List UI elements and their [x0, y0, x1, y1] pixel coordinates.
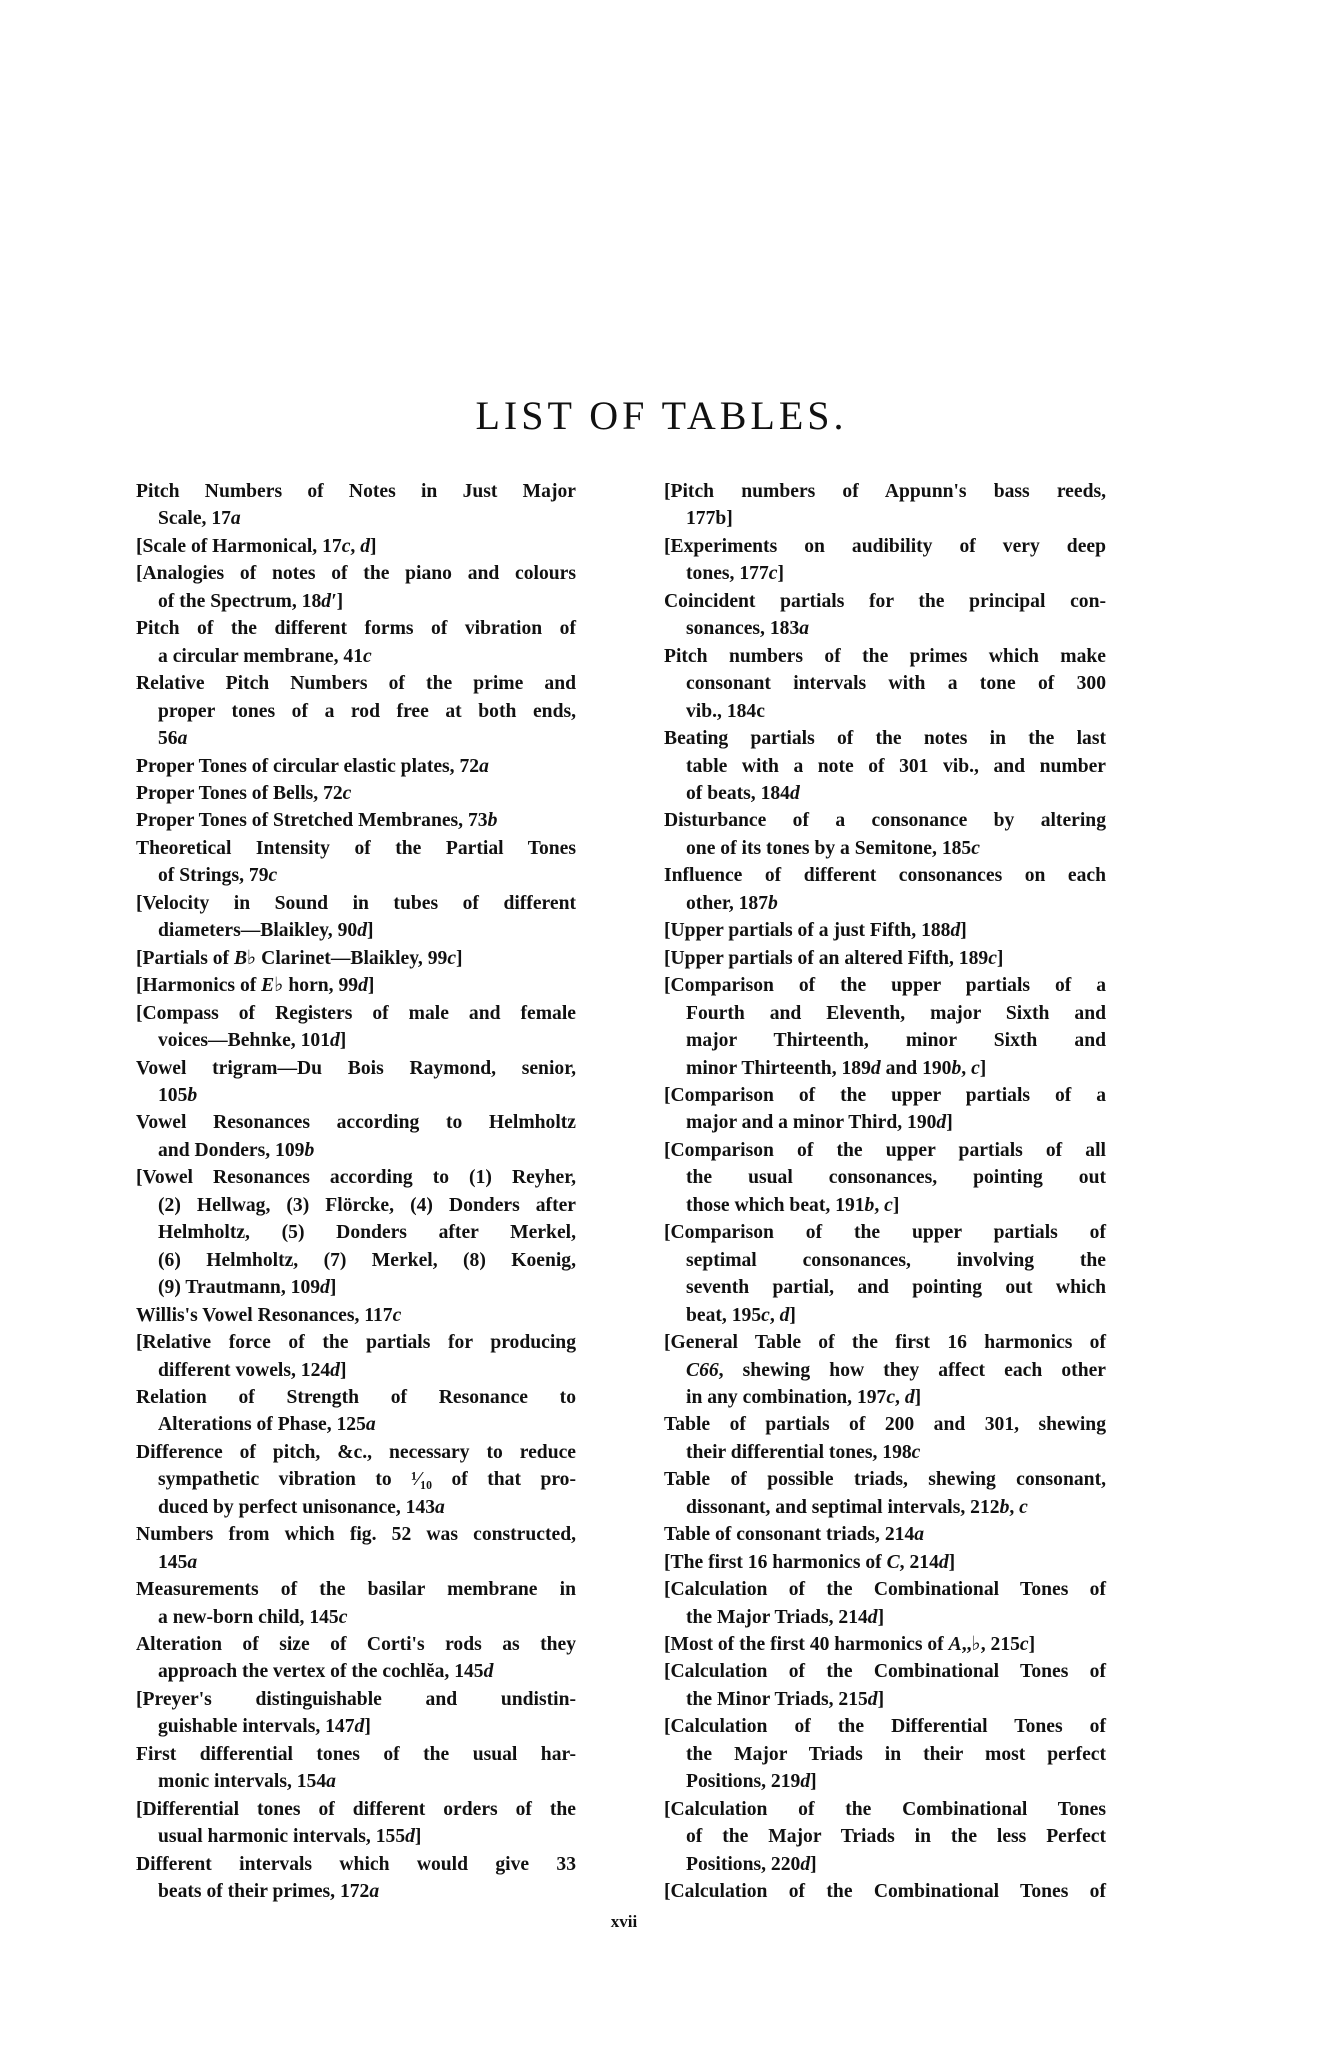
table-list-entry — [136, 533, 576, 560]
entry-line: septimal consonances, involving the — [686, 1249, 1106, 1271]
entry-line: of beats, 184d — [686, 782, 800, 804]
table-list-entry — [664, 1411, 1106, 1466]
table-list-entry — [664, 533, 1106, 588]
entry-line: [Harmonics of E♭ horn, 99d] — [136, 975, 375, 997]
entry-line: those which beat, 191b, c] — [686, 1194, 900, 1216]
table-list-entry — [664, 1082, 1106, 1137]
entry-line: [Calculation of the Combinational Tones of — [664, 1881, 1106, 1903]
entry-line: [Calculation of the Differential Tones of — [664, 1716, 1106, 1738]
table-list-entry — [664, 1521, 1106, 1548]
entry-line: tones, 177c] — [686, 563, 784, 585]
entry-line: Pitch of the different forms of vibration of — [136, 618, 576, 640]
entry-line: [Scale of Harmonical, 17c, d] — [136, 535, 377, 557]
entry-line: different vowels, 124d] — [158, 1359, 347, 1381]
entry-line: Different intervals which would give 33 — [136, 1853, 576, 1875]
entry-line: [Comparison of the upper partials of — [664, 1222, 1106, 1244]
entry-line: of the Major Triads in the less Perfect — [686, 1826, 1106, 1848]
entry-line: Willis's Vowel Resonances, 117c — [136, 1304, 402, 1326]
table-list-entry — [136, 835, 576, 890]
table-list-entry — [136, 753, 576, 780]
entry-line: dissonant, and septimal intervals, 212b, c — [686, 1496, 1028, 1518]
entry-line: [Vowel Resonances according to (1) Reyher, — [136, 1167, 576, 1189]
table-list-entry — [136, 1329, 576, 1384]
entry-line: [Experiments on audibility of very deep — [664, 535, 1106, 557]
entry-line: seventh partial, and pointing out which — [686, 1277, 1106, 1299]
table-list-entry — [136, 478, 576, 533]
entry-line: 56a — [158, 728, 188, 750]
entry-line: Coincident partials for the principal con- — [664, 590, 1106, 612]
entry-line: of Strings, 79c — [158, 865, 278, 887]
table-list-entry — [664, 862, 1106, 917]
entry-line: guishable intervals, 147d] — [158, 1716, 371, 1738]
entry-line: Vowel trigram—Du Bois Raymond, senior, — [136, 1057, 576, 1079]
entry-line: other, 187b — [686, 892, 778, 914]
table-list-entry — [136, 670, 576, 752]
entry-line: [Calculation of the Combinational Tones — [664, 1798, 1106, 1820]
entry-line: [Partials of B♭ Clarinet—Blaikley, 99c] — [136, 947, 463, 969]
entry-line: major Thirteenth, minor Sixth and — [686, 1030, 1106, 1052]
entry-line: beat, 195c, d] — [686, 1304, 796, 1326]
table-list-entry — [664, 1658, 1106, 1713]
entry-line: [Analogies of notes of the piano and colours — [136, 563, 576, 585]
entry-line: diameters—Blaikley, 90d] — [158, 920, 374, 942]
table-list-entry — [136, 1521, 576, 1576]
table-list-entry — [664, 478, 1106, 533]
entry-line: beats of their primes, 172a — [158, 1881, 380, 1903]
entry-line: Table of partials of 200 and 301, shewing — [664, 1414, 1106, 1436]
page-number: xvii — [610, 1912, 638, 1931]
entry-line: Alteration of size of Corti's rods as they — [136, 1634, 576, 1656]
entry-line: monic intervals, 154a — [158, 1771, 336, 1793]
table-list-entry — [136, 1000, 576, 1055]
entry-line: a circular membrane, 41c — [158, 645, 372, 667]
entry-line: a new-born child, 145c — [158, 1606, 348, 1628]
table-list-entry — [136, 890, 576, 945]
table-list-entry — [136, 1576, 576, 1631]
table-list-entry — [136, 1631, 576, 1686]
entry-line: (9) Trautmann, 109d] — [158, 1277, 337, 1299]
entry-line: and Donders, 109b — [158, 1139, 315, 1161]
table-list-entry — [136, 560, 576, 615]
table-list-entry — [664, 945, 1106, 972]
table-list-entry — [664, 1796, 1106, 1878]
entry-line: (2) Hellwag, (3) Flörcke, (4) Donders after — [158, 1194, 576, 1216]
entry-line: consonant intervals with a tone of 300 — [686, 673, 1106, 695]
table-list-entry — [664, 1713, 1106, 1795]
entry-line: the Major Triads, 214d] — [686, 1606, 885, 1628]
table-list-entry — [664, 1137, 1106, 1219]
entry-line: usual harmonic intervals, 155d] — [158, 1826, 422, 1848]
table-list-entry — [664, 643, 1106, 725]
entry-line: [Most of the first 40 harmonics of A,,♭, 215c] — [664, 1634, 1036, 1656]
entry-line: [The first 16 harmonics of C, 214d] — [664, 1551, 956, 1573]
entry-line: Influence of different consonances on each — [664, 865, 1106, 887]
entry-line: Difference of pitch, &c., necessary to reduce — [136, 1441, 576, 1463]
entry-line: 105b — [158, 1084, 198, 1106]
entry-line: Measurements of the basilar membrane in — [136, 1579, 576, 1601]
entry-line: [Comparison of the upper partials of a — [664, 1084, 1106, 1106]
entry-line: Theoretical Intensity of the Partial Tones — [136, 837, 576, 859]
entry-line: [Comparison of the upper partials of a — [664, 975, 1106, 997]
entry-line: (6) Helmholtz, (7) Merkel, (8) Koenig, — [158, 1249, 576, 1271]
table-list-entry — [136, 807, 576, 834]
entry-line: Relative Pitch Numbers of the prime and — [136, 673, 576, 695]
entry-line: one of its tones by a Semitone, 185c — [686, 837, 980, 859]
entry-line: 177b] — [686, 508, 733, 530]
entry-line: minor Thirteenth, 189d and 190b, c] — [686, 1057, 987, 1079]
entry-line: [Velocity in Sound in tubes of different — [136, 892, 576, 914]
table-list-entry — [136, 615, 576, 670]
table-list-entry — [664, 725, 1106, 807]
entry-line: First differential tones of the usual har- — [136, 1743, 576, 1765]
entry-line: Positions, 220d] — [686, 1853, 817, 1875]
entry-line: [Comparison of the upper partials of all — [664, 1139, 1106, 1161]
table-list-entry — [136, 1055, 576, 1110]
entry-line: [Upper partials of an altered Fifth, 189c] — [664, 947, 1004, 969]
entry-line: Proper Tones of circular elastic plates, 72a — [136, 755, 489, 777]
entry-line: [Compass of Registers of male and female — [136, 1002, 576, 1024]
entry-line: [Relative force of the partials for producing — [136, 1332, 576, 1354]
table-list-entry — [664, 1631, 1106, 1658]
table-list-entry — [664, 1329, 1106, 1411]
entry-line: Relation of Strength of Resonance to — [136, 1386, 576, 1408]
entry-line: Table of consonant triads, 214a — [664, 1524, 925, 1546]
entry-line: Disturbance of a consonance by altering — [664, 810, 1106, 832]
entry-line: [Preyer's distinguishable and undistin- — [136, 1688, 576, 1710]
table-list-entry — [136, 1164, 576, 1301]
entry-line: Scale, 17a — [158, 508, 241, 530]
entry-line: Proper Tones of Stretched Membranes, 73b — [136, 810, 498, 832]
entry-line: 145a — [158, 1551, 198, 1573]
right-column — [664, 478, 1106, 1906]
entry-line: Pitch numbers of the primes which make — [664, 645, 1106, 667]
entry-line: Vowel Resonances according to Helmholtz — [136, 1112, 576, 1134]
entry-line: of the Spectrum, 18d′] — [158, 590, 344, 612]
left-column — [136, 478, 576, 1906]
table-list-entry — [136, 972, 576, 999]
entry-line: Fourth and Eleventh, major Sixth and — [686, 1002, 1106, 1024]
table-list-entry — [136, 945, 576, 972]
table-list-entry — [664, 972, 1106, 1082]
entry-line: [Calculation of the Combinational Tones of — [664, 1579, 1106, 1601]
entry-line: Table of possible triads, shewing consonant, — [664, 1469, 1106, 1491]
entry-line: [General Table of the first 16 harmonics of — [664, 1332, 1106, 1354]
entry-line: Numbers from which fig. 52 was constructed, — [136, 1524, 576, 1546]
table-list-entry — [664, 1576, 1106, 1631]
entry-line: vib., 184c — [686, 700, 765, 722]
table-list-entry — [136, 1796, 576, 1851]
entry-line: [Calculation of the Combinational Tones of — [664, 1661, 1106, 1683]
entry-line: C66, shewing how they affect each other — [686, 1359, 1106, 1381]
table-list-entry — [664, 1219, 1106, 1329]
entry-line: the Minor Triads, 215d] — [686, 1688, 885, 1710]
table-list-entry — [664, 1466, 1106, 1521]
table-list-entry — [664, 807, 1106, 862]
entry-line: Beating partials of the notes in the last — [664, 728, 1106, 750]
entry-line: sonances, 183a — [686, 618, 810, 640]
table-list-entry — [136, 1384, 576, 1439]
entry-line: Pitch Numbers of Notes in Just Major — [136, 481, 576, 502]
entry-line: Positions, 219d] — [686, 1771, 817, 1793]
entry-line: Alterations of Phase, 125a — [158, 1414, 376, 1436]
entry-line: [Upper partials of a just Fifth, 188d] — [664, 920, 967, 942]
entry-line: in any combination, 197c, d] — [686, 1386, 922, 1408]
entry-line: their differential tones, 198c — [686, 1441, 921, 1463]
table-list-entry — [664, 1878, 1106, 1905]
entry-line: [Differential tones of different orders of the — [136, 1798, 576, 1820]
entry-line: proper tones of a rod free at both ends, — [158, 700, 576, 722]
table-list-entry — [136, 1439, 576, 1521]
entry-line: duced by perfect unisonance, 143a — [158, 1496, 445, 1518]
table-list-entry — [664, 1549, 1106, 1576]
entry-line: the Major Triads in their most perfect — [686, 1743, 1106, 1765]
entry-line: major and a minor Third, 190d] — [686, 1112, 953, 1134]
entry-line: approach the vertex of the cochlĕa, 145d — [158, 1661, 494, 1683]
table-list-entry — [136, 1686, 576, 1741]
table-list-entry — [136, 780, 576, 807]
entry-line: the usual consonances, pointing out — [686, 1167, 1106, 1189]
entry-line: Helmholtz, (5) Donders after Merkel, — [158, 1222, 576, 1244]
entry-line: sympathetic vibration to ¹⁄₁₀ of that pro- — [158, 1469, 576, 1491]
entry-line: Proper Tones of Bells, 72c — [136, 782, 352, 804]
table-list-entry — [136, 1741, 576, 1796]
entry-line: voices—Behnke, 101d] — [158, 1030, 347, 1052]
table-list-entry — [136, 1109, 576, 1164]
table-list-entry — [664, 917, 1106, 944]
table-list-entry — [136, 1851, 576, 1906]
page-title: LIST OF TABLES. — [475, 393, 848, 438]
table-list-entry — [136, 1302, 576, 1329]
table-list-entry — [664, 588, 1106, 643]
entry-line: table with a note of 301 vib., and number — [686, 755, 1106, 777]
entry-line: [Pitch numbers of Appunn's bass reeds, — [664, 481, 1106, 502]
